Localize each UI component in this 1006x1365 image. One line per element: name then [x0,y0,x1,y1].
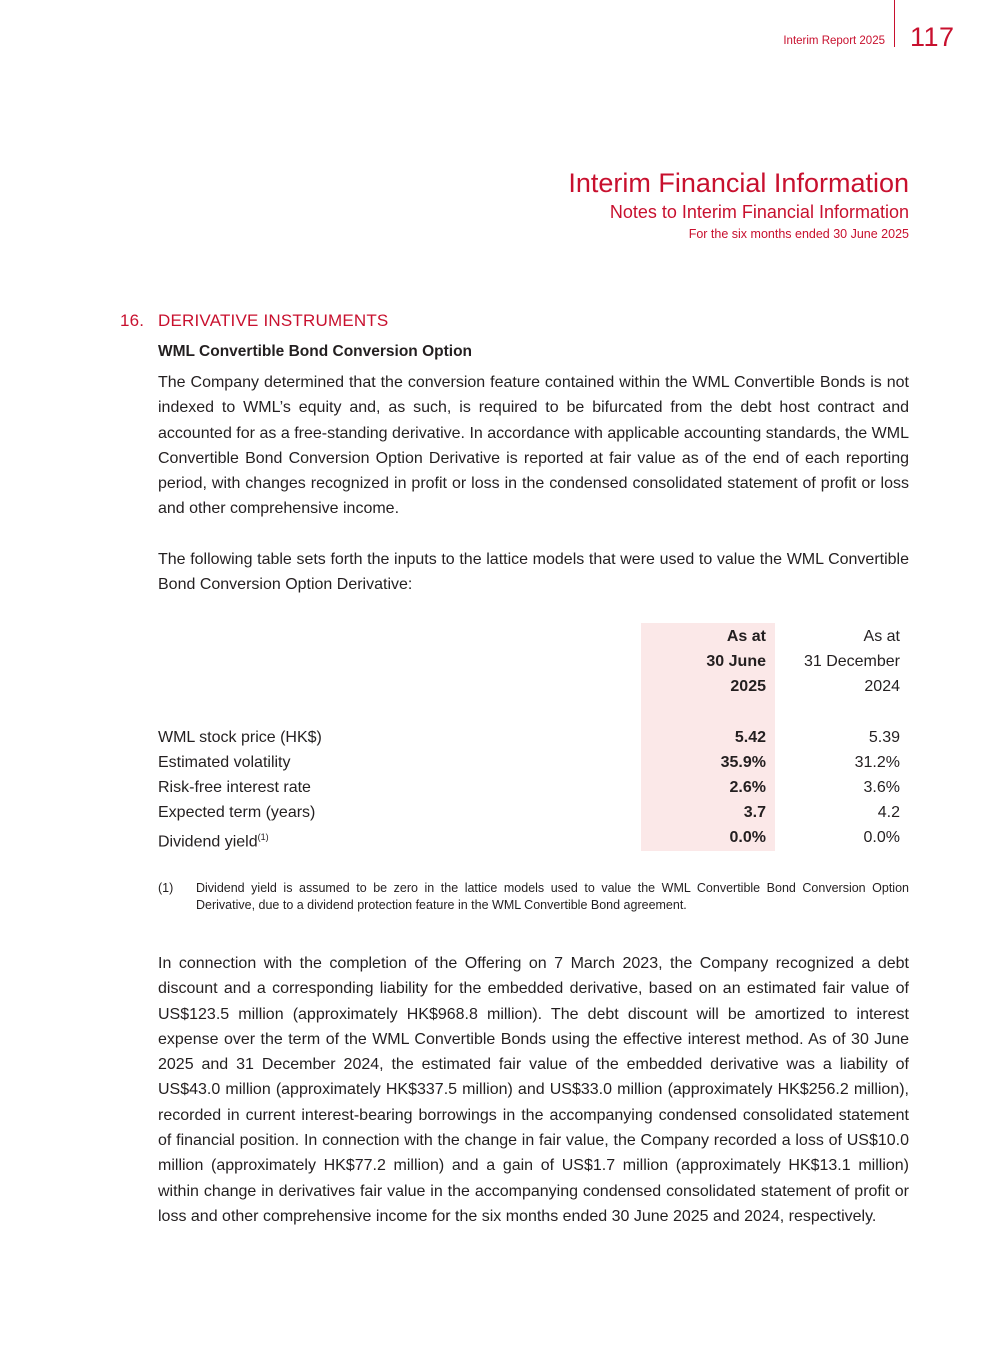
section-number: 16. [120,311,145,330]
value-prior: 4.2 [877,804,900,821]
footnote [158,880,909,914]
value-prior: 0.0% [863,829,900,846]
page-title: Interim Financial Information [568,168,909,198]
row-label: Expected term (years) [158,804,316,821]
col-header-current: As at [726,628,766,645]
page-subtitle: Notes to Interim Financial Information [609,202,909,222]
col-header-prior: 2024 [864,678,900,695]
col-header-prior: As at [863,628,900,645]
paragraph-table-intro: The following table sets forth the inputs to the lattice models that were used to value the WML Convertible Bond Conversion Option Derivative: [158,551,909,594]
value-prior: 5.39 [868,729,900,746]
value-current: 5.42 [734,729,766,746]
value-current: 2.6% [729,779,766,796]
table-row [158,825,900,850]
value-current: 0.0% [729,829,766,846]
col-header-prior: 31 December [803,653,900,670]
value-prior: 31.2% [854,754,900,771]
page-number: 117 [910,22,955,52]
value-current: 3.7 [743,804,766,821]
section-title: DERIVATIVE INSTRUMENTS [158,311,389,330]
table-row [158,800,900,825]
table-row [158,775,900,800]
report-name: Interim Report 2025 [783,35,885,47]
title-block [568,166,909,244]
footnote-text: Dividend yield is assumed to be zero in the lattice models used to value the WML Convertible Bond Conversion Option Derivative, due to a dividend protection feature in the WML Convertible Bond agreement. [196,881,909,912]
footnote-reference: (1) [257,832,269,842]
row-label [158,825,269,854]
subheading: WML Convertible Bond Conversion Option [158,343,473,360]
section-heading [120,311,388,331]
table-row [158,750,900,775]
row-label-text: Dividend yield [158,833,258,851]
footnote-marker: (1) [158,881,174,895]
value-current: 35.9% [720,754,766,771]
paragraph-conversion-feature: The Company determined that the conversion feature contained within the WML Convertible Bonds is not indexed to WML’s equity and, as such, is required to be bifurcated from the debt host contract and accounted for as a free-standing derivative. In accordance with applicable accounting standards, the WML Convertible Bond Conversion Option Derivative is reported at fair value as of the end of each reporting period, with changes recognized in profit or loss in the condensed consolidated statement of profit or loss and other comprehensive income. [158,374,909,518]
table-row [158,725,900,750]
reporting-period: For the six months ended 30 June 2025 [688,227,909,241]
row-label: Estimated volatility [158,754,291,771]
header-divider [894,0,895,47]
col-header-current: 30 June [706,653,766,670]
value-prior: 3.6% [863,779,900,796]
row-label: WML stock price (HK$) [158,729,322,746]
row-label: Risk-free interest rate [158,779,311,796]
col-header-current: 2025 [730,678,766,695]
paragraph-offering-details: In connection with the completion of the Offering on 7 March 2023, the Company recognized a debt discount and a corresponding liability for the embedded derivative, based on an estimated fair value of US$123.5 million (approximately HK$968.8 million). The debt discount will be amortized to interest expense over the term of the WML Convertible Bonds using the effective interest method. As of 30 June 2025 and 31 December 2024, the estimated fair value of the embedded derivative was a liability of US$43.0 million (approximately HK$337.5 million) and US$33.0 million (approximately HK$256.2 million), recorded in current interest-bearing borrowings in the accompanying condensed consolidated statement of financial position. In connection with the change in fair value, the Company recorded a loss of US$10.0 million (approximately HK$77.2 million) and a gain of US$1.7 million (approximately HK$13.1 million) within change in derivatives fair value in the accompanying condensed consolidated statement of profit or loss and other comprehensive income for the six months ended 30 June 2025 and 2024, respectively. [158,955,909,1225]
